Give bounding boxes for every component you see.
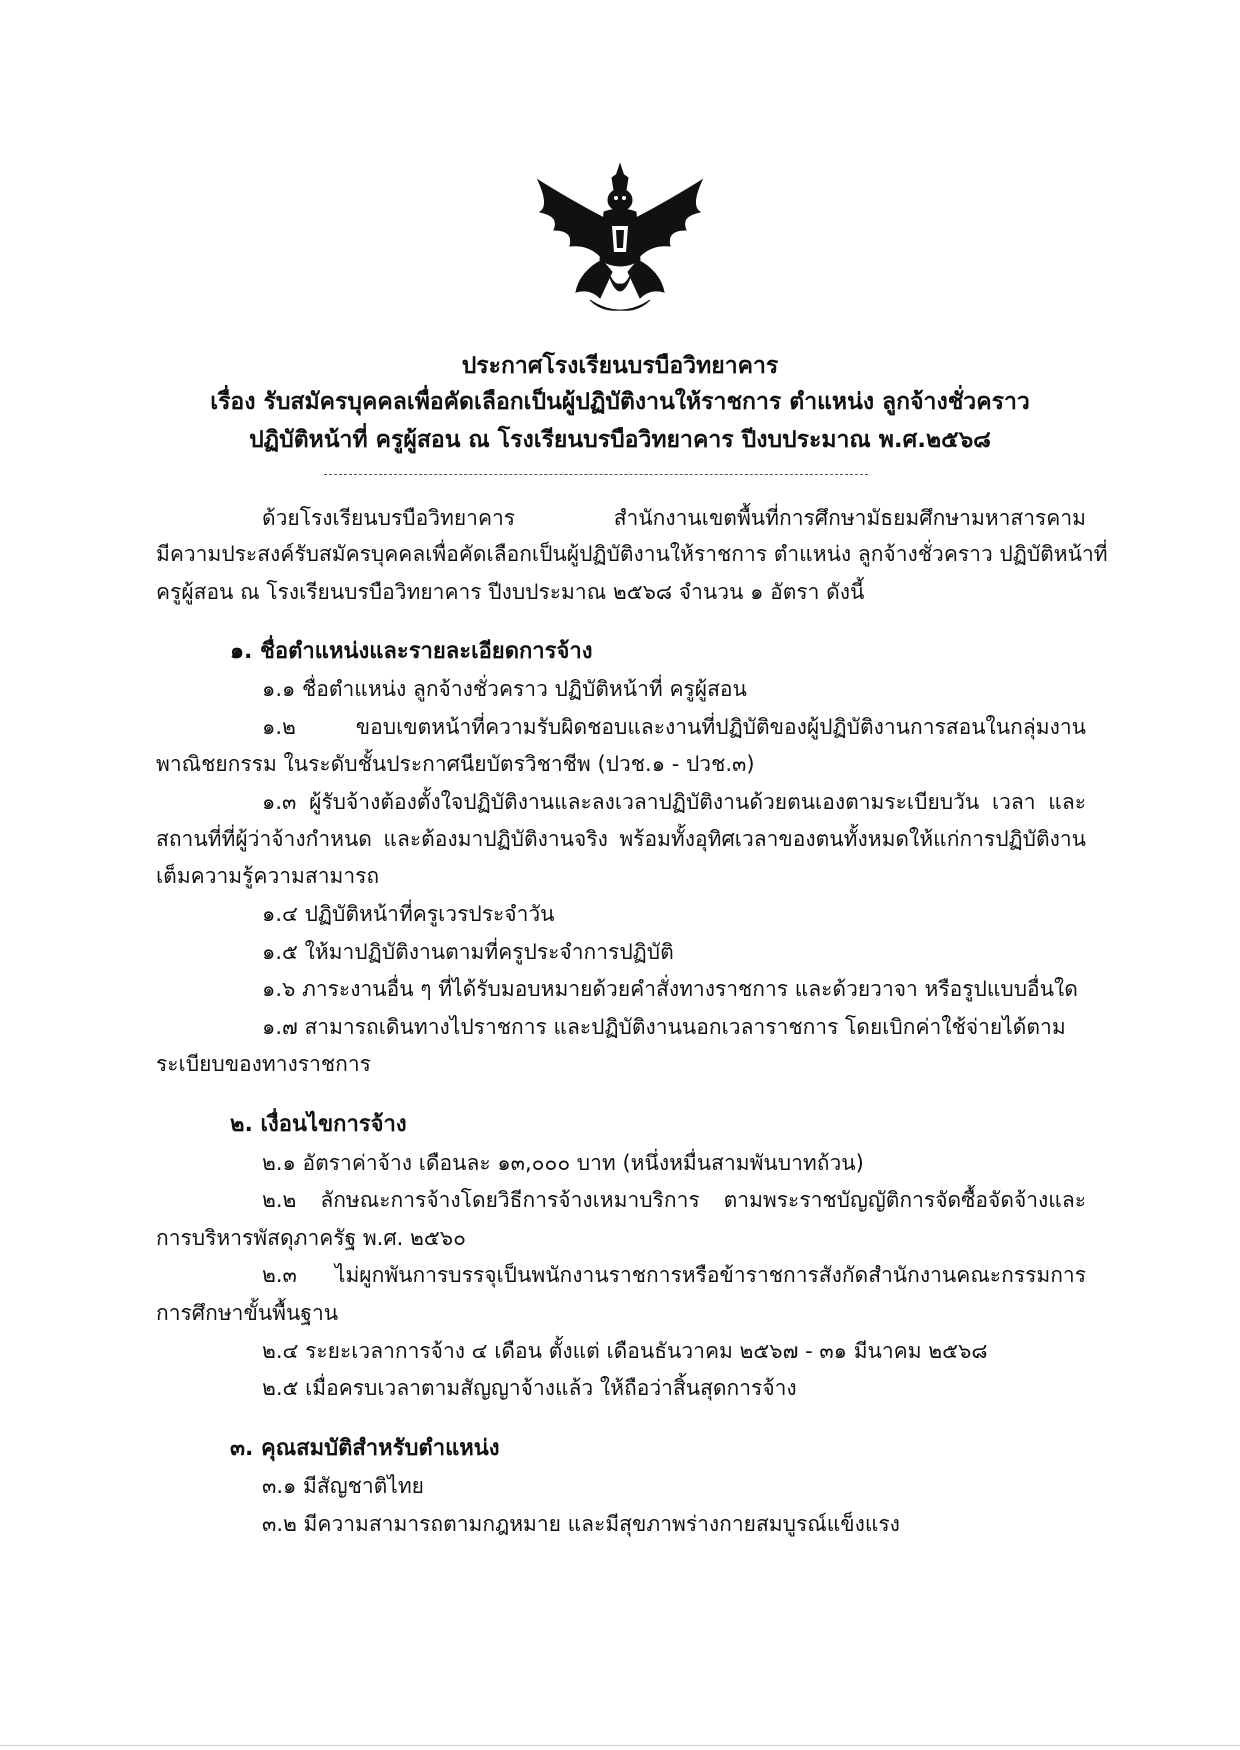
list-item-2-1: ๒.๑ อัตราค่าจ้าง เดือนละ ๑๓,๐๐๐ บาท (หนึ่งหมื่นสามพันบาทถ้วน) [262,1151,864,1175]
divider-dashed [324,474,868,475]
announcement-subject: เรื่อง รับสมัครบุคคลเพื่อคัดเลือกเป็นผู้ปฏิบัติงานให้ราชการ ตำแหน่ง ลูกจ้างชั่วคราว [210,389,1030,415]
list-item-1-3: ๑.๓ ผู้รับจ้างต้องตั้งใจปฏิบัติงานและลงเวลาปฏิบัติงานด้วยตนเองตามระเบียบวัน เวลา และ [262,790,1086,814]
list-item-2-2: ๒.๒ ลักษณะการจ้างโดยวิธีการจ้างเหมาบริการ ตามพระราชบัญญัติการจัดซื้อจัดจ้างและ [262,1188,1086,1212]
list-item-2-4: ๒.๔ ระยะเวลาการจ้าง ๔ เดือน ตั้งแต่ เดือนธันวาคม ๒๕๖๗ - ๓๑ มีนาคม ๒๕๖๘ [262,1339,988,1363]
list-item-1-3-cont-2: เต็มความรู้ความสามารถ [156,864,380,888]
section-3-heading: ๓. คุณสมบัติสำหรับตำแหน่ง [230,1436,500,1461]
section-2-heading: ๒. เงื่อนไขการจ้าง [230,1112,407,1137]
list-item-2-3: ๒.๓ ไม่ผูกพันการบรรจุเป็นพนักงานราชการหรือข้าราชการสังกัดสำนักงานคณะกรรมการ [262,1263,1086,1287]
list-item-3-2: ๓.๒ มีความสามารถตามกฎหมาย และมีสุขภาพร่างกายสมบูรณ์แข็งแรง [262,1512,900,1536]
list-item-1-2-cont: พาณิชยกรรม ในระดับชั้นประกาศนียบัตรวิชาชีพ (ปวช.๑ - ปวช.๓) [156,752,755,776]
list-item-1-7: ๑.๗ สามารถเดินทางไปราชการ และปฏิบัติงานนอกเวลาราชการ โดยเบิกค่าใช้จ่ายได้ตาม [262,1015,1066,1039]
list-item-2-5: ๒.๕ เมื่อครบเวลาตามสัญญาจ้างแล้ว ให้ถือว่าสิ้นสุดการจ้าง [262,1376,797,1400]
announcement-title: ประกาศโรงเรียนบรบือวิทยาคาร [461,353,779,379]
intro-line-3: ครูผู้สอน ณ โรงเรียนบรบือวิทยาคาร ปีงบประมาณ ๒๕๖๘ จำนวน ๑ อัตรา ดังนี้ [156,580,865,604]
scan-edge-line [0,1745,1240,1746]
list-item-3-1: ๓.๑ มีสัญชาติไทย [262,1474,424,1498]
list-item-1-7-cont: ระเบียบของทางราชการ [156,1052,371,1076]
list-item-1-2: ๑.๒ ขอบเขตหน้าที่ความรับผิดชอบและงานที่ปฏิบัติของผู้ปฏิบัติงานการสอนในกลุ่มงาน [262,715,1086,739]
section-1-heading: ๑. ชื่อตำแหน่งและรายละเอียดการจ้าง [230,639,593,664]
list-item-1-3-cont: สถานที่ที่ผู้ว่าจ้างกำหนด และต้องมาปฏิบัติงานจริง พร้อมทั้งอุทิศเวลาของตนทั้งหมดให้แก่การปฏิบัติงาน [156,827,1086,851]
garuda-emblem-icon [520,160,720,325]
list-item-2-2-cont: การบริหารพัสดุภาครัฐ พ.ศ. ๒๕๖๐ [156,1226,466,1250]
intro-line-2: มีความประสงค์รับสมัครบุคคลเพื่อคัดเลือกเป็นผู้ปฏิบัติงานให้ราชการ ตำแหน่ง ลูกจ้างชั่วคราว ปฏิบัติหน้าที่ [156,542,1108,566]
intro-line-1: ด้วยโรงเรียนบรบือวิทยาคาร สำนักงานเขตพื้นที่การศึกษามัธยมศึกษามหาสารคาม [262,506,1086,530]
list-item-1-5: ๑.๕ ให้มาปฏิบัติงานตามที่ครูประจำการปฏิบัติ [262,940,674,964]
announcement-subject-continued: ปฏิบัติหน้าที่ ครูผู้สอน ณ โรงเรียนบรบือวิทยาคาร ปีงบประมาณ พ.ศ.๒๕๖๘ [249,427,991,453]
list-item-1-1: ๑.๑ ชื่อตำแหน่ง ลูกจ้างชั่วคราว ปฏิบัติหน้าที่ ครูผู้สอน [262,677,747,701]
list-item-2-3-cont: การศึกษาขั้นพื้นฐาน [156,1301,339,1325]
list-item-1-4: ๑.๔ ปฏิบัติหน้าที่ครูเวรประจำวัน [262,902,555,926]
list-item-1-6: ๑.๖ ภาระงานอื่น ๆ ที่ได้รับมอบหมายด้วยคำสั่งทางราชการ และด้วยวาจา หรือรูปแบบอื่นใด [262,977,1078,1001]
